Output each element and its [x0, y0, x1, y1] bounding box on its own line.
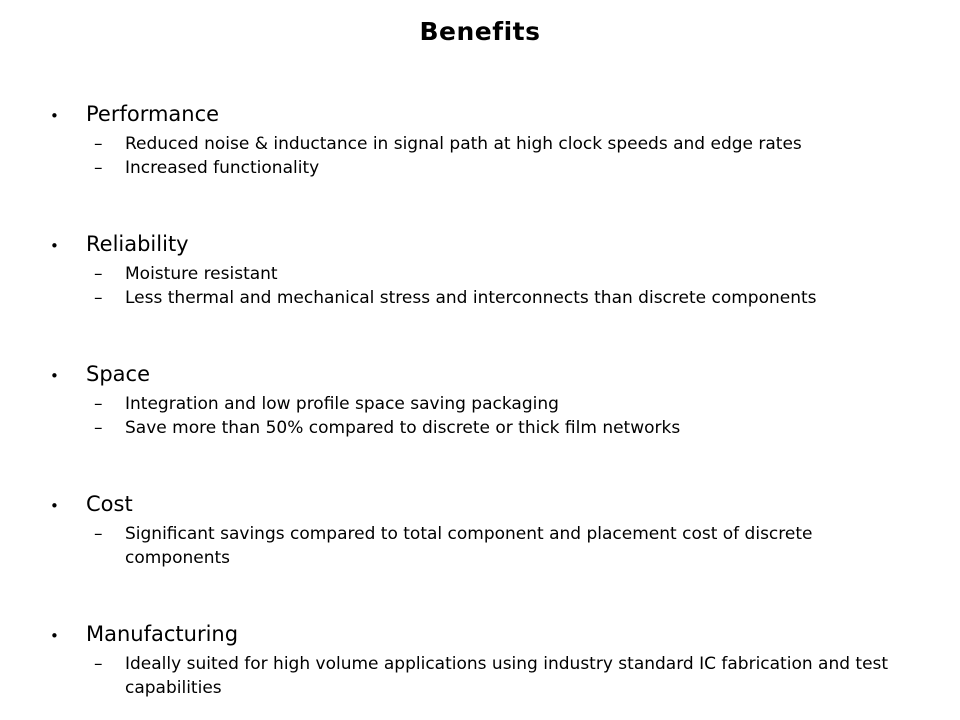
- sub-item-text: Reduced noise & inductance in signal path at high clock speeds and edge rates: [125, 134, 802, 154]
- sub-item: [94, 416, 940, 440]
- dash-marker-icon: –: [94, 134, 103, 154]
- sub-item: [94, 156, 940, 180]
- dash-marker-icon: –: [94, 264, 103, 284]
- bullet-item: [50, 360, 940, 390]
- sub-item: [94, 132, 940, 156]
- dash-marker-icon: –: [94, 394, 103, 414]
- sub-item-text: Ideally suited for high volume applications using industry standard IC fabrication and test capabilities: [125, 654, 889, 698]
- bullet-marker-icon: •: [50, 627, 59, 645]
- section-reliability: [50, 230, 940, 310]
- sub-item: [94, 392, 940, 416]
- bullet-item: [50, 620, 940, 650]
- bullet-item: [50, 230, 940, 260]
- section-manufacturing: [50, 620, 940, 700]
- section-heading: Manufacturing: [86, 622, 239, 646]
- bullet-item: [50, 490, 940, 520]
- sub-item-text: Less thermal and mechanical stress and interconnects than discrete components: [125, 288, 817, 308]
- sub-item: [94, 286, 940, 310]
- dash-marker-icon: –: [94, 524, 103, 544]
- section-space: [50, 360, 940, 440]
- dash-marker-icon: –: [94, 158, 103, 178]
- section-heading: Cost: [86, 492, 133, 516]
- sub-item-text: Significant savings compared to total component and placement cost of discrete components: [125, 524, 813, 568]
- sub-item: [94, 652, 940, 700]
- sub-item: [94, 522, 940, 570]
- sub-item-text: Integration and low profile space saving packaging: [125, 394, 559, 414]
- bullet-marker-icon: •: [50, 367, 59, 385]
- section-performance: [50, 100, 940, 180]
- section-heading: Space: [86, 362, 150, 386]
- dash-marker-icon: –: [94, 654, 103, 674]
- sub-item-text: Increased functionality: [125, 158, 320, 178]
- sub-item: [94, 262, 940, 286]
- bullet-item: [50, 100, 940, 130]
- bullet-marker-icon: •: [50, 107, 59, 125]
- slide-title: Benefits: [419, 17, 541, 46]
- section-heading: Performance: [86, 102, 220, 126]
- section-heading: Reliability: [86, 232, 189, 256]
- sub-item-text: Moisture resistant: [125, 264, 278, 284]
- slide-content: [0, 48, 960, 700]
- dash-marker-icon: –: [94, 418, 103, 438]
- bullet-marker-icon: •: [50, 237, 59, 255]
- section-cost: [50, 490, 940, 570]
- dash-marker-icon: –: [94, 288, 103, 308]
- bullet-marker-icon: •: [50, 497, 59, 515]
- sub-item-text: Save more than 50% compared to discrete or thick film networks: [125, 418, 681, 438]
